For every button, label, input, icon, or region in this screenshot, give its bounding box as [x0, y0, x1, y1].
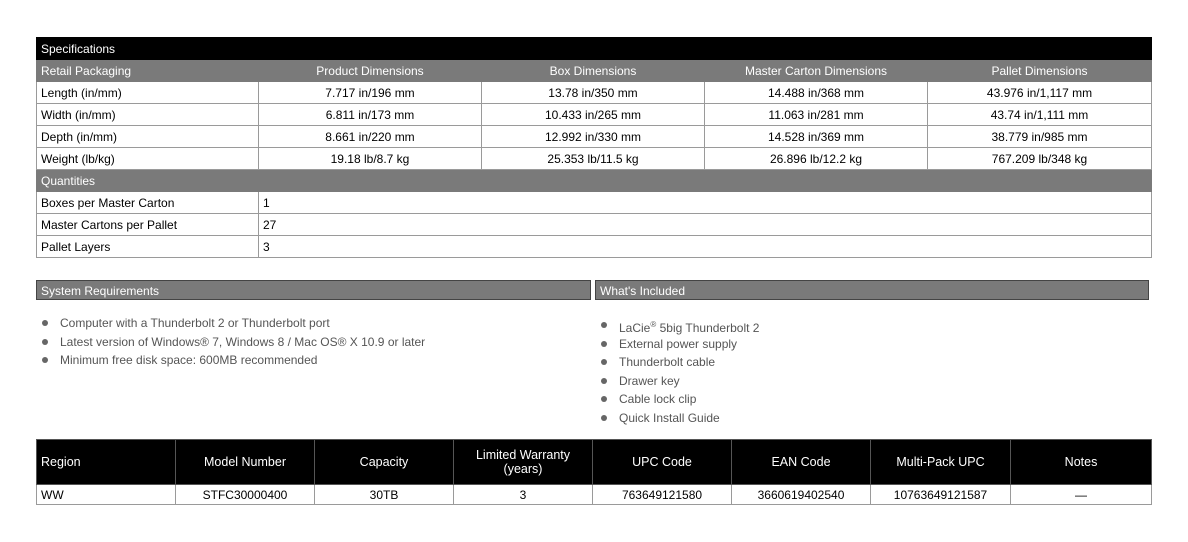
list-item: Computer with a Thunderbolt 2 or Thunderbolt port: [38, 314, 425, 333]
cell-value: 767.209 lb/348 kg: [928, 148, 1152, 170]
retail-packaging-label: Retail Packaging: [37, 60, 259, 82]
row-label: Weight (lb/kg): [37, 148, 259, 170]
cell-multi-pack-upc: 10763649121587: [871, 485, 1011, 505]
list-item: External power supply: [597, 335, 759, 354]
row-label: Length (in/mm): [37, 82, 259, 104]
registered-mark: ®: [650, 320, 657, 329]
cell-value: 12.992 in/330 mm: [482, 126, 705, 148]
cell-warranty: 3: [454, 485, 593, 505]
list-item: [597, 316, 759, 335]
list-item: Latest version of Windows® 7, Windows 8 / Mac OS® X 10.9 or later: [38, 333, 425, 352]
header-region: Region: [37, 440, 176, 485]
list-item: Cable lock clip: [597, 390, 759, 409]
table-row: [37, 82, 1152, 104]
cell-model-number: STFC30000400: [176, 485, 315, 505]
product-name: 5big Thunderbolt 2: [656, 321, 760, 335]
model-table: [36, 439, 1152, 505]
cell-value: 43.976 in/1,117 mm: [928, 82, 1152, 104]
specifications-title: Specifications: [37, 38, 1152, 60]
col-product-dimensions: Product Dimensions: [259, 60, 482, 82]
row-label: Width (in/mm): [37, 104, 259, 126]
model-header-row: [37, 440, 1152, 485]
header-model-number: Model Number: [176, 440, 315, 485]
cell-value: 13.78 in/350 mm: [482, 82, 705, 104]
cell-value: 7.717 in/196 mm: [259, 82, 482, 104]
cell-value: 1: [259, 192, 1152, 214]
specifications-table: [36, 37, 1152, 258]
cell-value: 38.779 in/985 mm: [928, 126, 1152, 148]
table-row: [37, 485, 1152, 505]
table-row: [37, 214, 1152, 236]
list-item: Thunderbolt cable: [597, 353, 759, 372]
system-requirements-list: [38, 314, 425, 370]
header-notes: Notes: [1011, 440, 1152, 485]
cell-capacity: 30TB: [315, 485, 454, 505]
quantities-header-row: [37, 170, 1152, 192]
cell-value: 43.74 in/1,111 mm: [928, 104, 1152, 126]
header-limited-warranty: Limited Warranty (years): [454, 440, 593, 485]
cell-value: 6.811 in/173 mm: [259, 104, 482, 126]
cell-value: 8.661 in/220 mm: [259, 126, 482, 148]
col-box-dimensions: Box Dimensions: [482, 60, 705, 82]
table-row: [37, 104, 1152, 126]
cell-notes: —: [1011, 485, 1152, 505]
list-item: Minimum free disk space: 600MB recommended: [38, 351, 425, 370]
product-brand: LaCie: [619, 321, 651, 335]
header-upc-code: UPC Code: [593, 440, 732, 485]
cell-value: 19.18 lb/8.7 kg: [259, 148, 482, 170]
cell-ean-code: 3660619402540: [732, 485, 871, 505]
header-capacity: Capacity: [315, 440, 454, 485]
cell-value: 3: [259, 236, 1152, 258]
cell-value: 10.433 in/265 mm: [482, 104, 705, 126]
row-label: Master Cartons per Pallet: [37, 214, 259, 236]
cell-value: 11.063 in/281 mm: [705, 104, 928, 126]
list-item: Drawer key: [597, 372, 759, 391]
row-label: Pallet Layers: [37, 236, 259, 258]
col-pallet-dimensions: Pallet Dimensions: [928, 60, 1152, 82]
table-row: [37, 126, 1152, 148]
list-item: Quick Install Guide: [597, 409, 759, 428]
row-label: Boxes per Master Carton: [37, 192, 259, 214]
system-requirements-header: System Requirements: [36, 280, 591, 300]
cell-value: 27: [259, 214, 1152, 236]
cell-upc-code: 763649121580: [593, 485, 732, 505]
cell-value: 14.488 in/368 mm: [705, 82, 928, 104]
cell-value: 25.353 lb/11.5 kg: [482, 148, 705, 170]
cell-region: WW: [37, 485, 176, 505]
cell-value: 14.528 in/369 mm: [705, 126, 928, 148]
table-row: [37, 192, 1152, 214]
retail-header-row: [37, 60, 1152, 82]
table-row: [37, 236, 1152, 258]
header-multi-pack-upc: Multi-Pack UPC: [871, 440, 1011, 485]
whats-included-list: [597, 316, 759, 427]
header-ean-code: EAN Code: [732, 440, 871, 485]
row-label: Depth (in/mm): [37, 126, 259, 148]
table-row: [37, 148, 1152, 170]
whats-included-header: What's Included: [595, 280, 1149, 300]
quantities-label: Quantities: [37, 170, 1152, 192]
cell-value: 26.896 lb/12.2 kg: [705, 148, 928, 170]
col-master-carton-dimensions: Master Carton Dimensions: [705, 60, 928, 82]
